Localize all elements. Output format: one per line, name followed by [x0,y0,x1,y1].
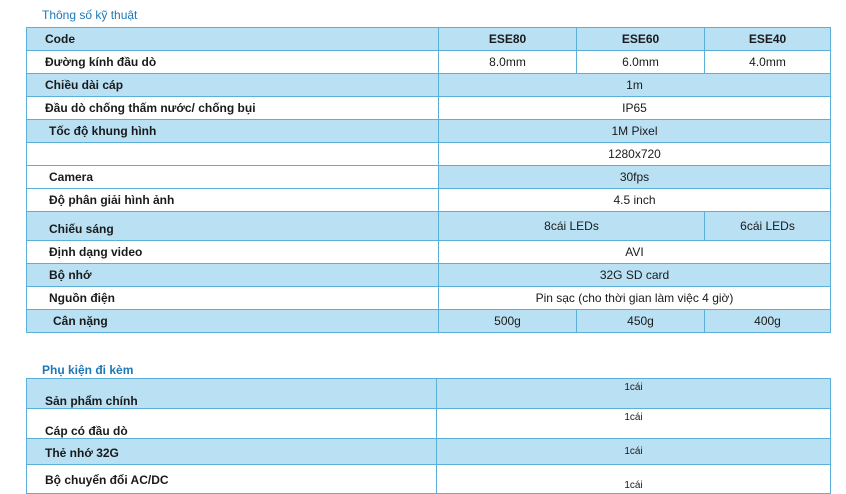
row-cable [27,74,831,97]
row-camera [27,166,831,189]
blank-label [27,143,439,166]
accessory-label: Bộ chuyển đổi AC/DC [27,465,437,494]
camera-value: 30fps [439,166,831,189]
accessory-label: Cáp có đầu dò [27,409,437,439]
accessory-row [27,379,831,409]
blank-value: 1280x720 [439,143,831,166]
accessories-table [26,378,831,494]
accessory-qty: 1cái [437,439,831,465]
weight-label: Cân nặng [27,310,439,333]
accessory-qty: 1cái [437,409,831,439]
lighting-ese40: 6cái LEDs [705,212,831,241]
resolution-label: Độ phân giải hình ảnh [27,189,439,212]
row-weight [27,310,831,333]
diameter-ese40: 4.0mm [705,51,831,74]
power-label: Nguồn điện [27,287,439,310]
row-lighting [27,212,831,241]
lighting-ese80-ese60: 8cái LEDs [439,212,705,241]
specs-table [26,27,831,333]
model-ese60: ESE60 [577,28,705,51]
memory-value: 32G SD card [439,264,831,287]
specs-title: Thông số kỹ thuật [42,8,138,22]
accessory-label: Thẻ nhớ 32G [27,439,437,465]
row-power [27,287,831,310]
model-ese80: ESE80 [439,28,577,51]
accessories-title: Phụ kiện đi kèm [42,363,134,377]
row-video [27,241,831,264]
camera-label: Camera [27,166,439,189]
model-ese40: ESE40 [705,28,831,51]
diameter-label: Đường kính đầu dò [27,51,439,74]
memory-label: Bộ nhớ [27,264,439,287]
cable-label: Chiều dài cáp [27,74,439,97]
framerate-value: 1M Pixel [439,120,831,143]
accessory-row [27,465,831,494]
accessory-qty: 1cái [437,379,831,409]
video-label: Định dạng video [27,241,439,264]
row-resolution [27,189,831,212]
row-blank [27,143,831,166]
header-code-label: Code [27,28,439,51]
weight-ese60: 450g [577,310,705,333]
weight-ese80: 500g [439,310,577,333]
diameter-ese60: 6.0mm [577,51,705,74]
accessory-label: Sản phẩm chính [27,379,437,409]
cable-value: 1m [439,74,831,97]
row-waterproof [27,97,831,120]
weight-ese40: 400g [705,310,831,333]
accessory-row [27,439,831,465]
waterproof-label: Đầu dò chống thấm nước/ chống bụi [27,97,439,120]
lighting-label: Chiếu sáng [27,212,439,241]
row-framerate [27,120,831,143]
framerate-label: Tốc độ khung hình [27,120,439,143]
row-diameter [27,51,831,74]
resolution-value: 4.5 inch [439,189,831,212]
specs-header-row [27,28,831,51]
diameter-ese80: 8.0mm [439,51,577,74]
accessory-qty: 1cái [437,465,831,494]
waterproof-value: IP65 [439,97,831,120]
accessory-row [27,409,831,439]
row-memory [27,264,831,287]
video-value: AVI [439,241,831,264]
power-value: Pin sạc (cho thời gian làm việc 4 giờ) [439,287,831,310]
